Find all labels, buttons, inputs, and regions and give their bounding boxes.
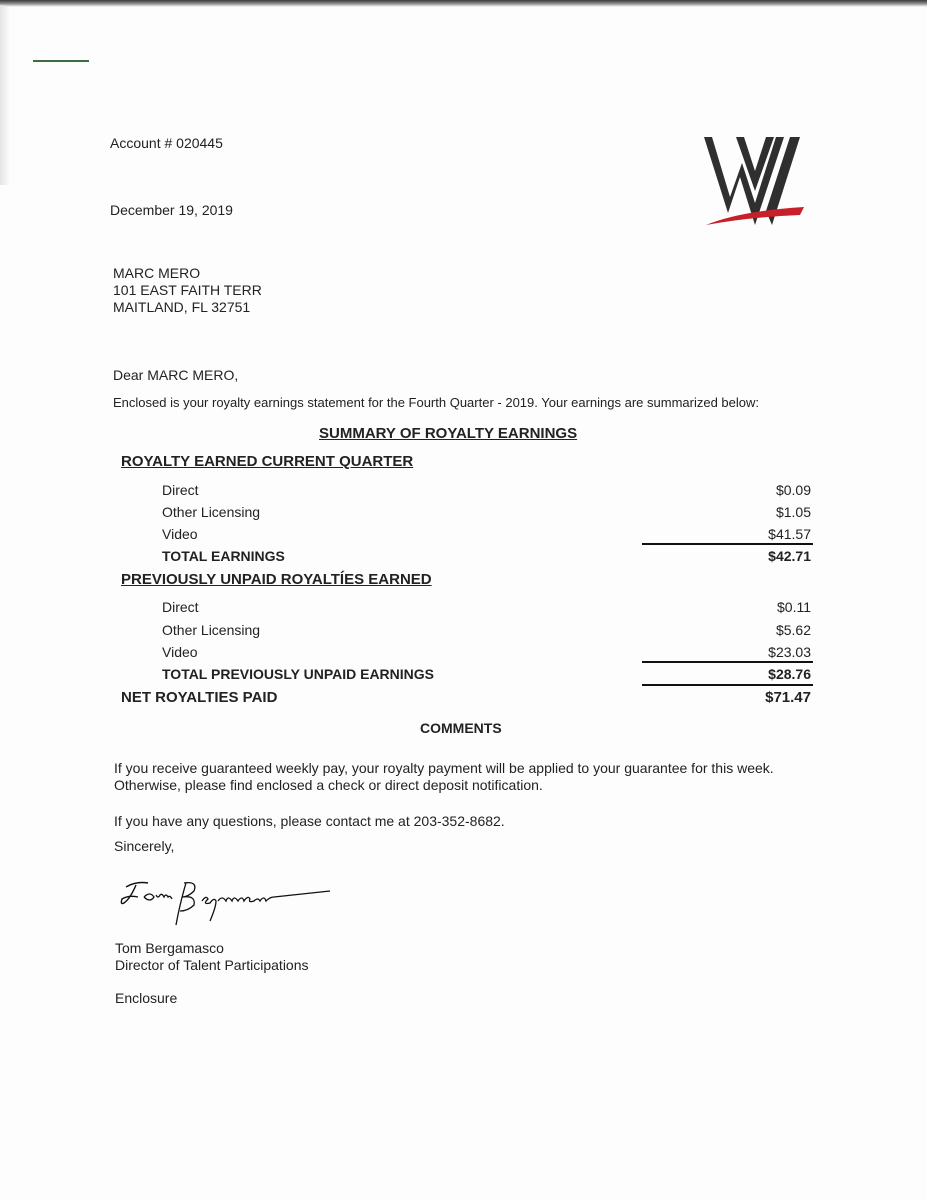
total-earnings-amount: $42.71 <box>768 548 811 564</box>
previous-video-label: Video <box>162 644 198 660</box>
contact-line: If you have any questions, please contact me at 203-352-8682. <box>114 813 505 829</box>
comments-heading: COMMENTS <box>420 720 502 736</box>
salutation: Dear MARC MERO, <box>113 367 239 383</box>
signer-name: Tom Bergamasco <box>115 940 224 956</box>
comments-line-1: If you receive guaranteed weekly pay, your royalty payment will be applied to your guarantee for this week. <box>114 760 774 776</box>
net-royalties-label: NET ROYALTIES PAID <box>121 689 278 706</box>
signature-script <box>118 873 338 933</box>
previous-total-rule <box>642 661 813 663</box>
recipient-street: 101 EAST FAITH TERR <box>113 282 262 298</box>
total-rule <box>642 543 813 545</box>
comments-line-2: Otherwise, please find enclosed a check or direct deposit notification. <box>114 777 543 793</box>
scan-edge-left <box>0 5 10 185</box>
net-royalties-amount: $71.47 <box>765 689 811 706</box>
previous-direct-label: Direct <box>162 599 199 615</box>
previous-total-amount: $28.76 <box>768 666 811 682</box>
previous-licensing-amount: $5.62 <box>775 622 811 638</box>
current-direct-label: Direct <box>162 482 199 498</box>
previous-video-amount: $23.03 <box>768 644 811 660</box>
current-licensing-amount: $1.05 <box>775 504 811 520</box>
current-quarter-heading: ROYALTY EARNED CURRENT QUARTER <box>121 453 414 470</box>
previous-licensing-label: Other Licensing <box>162 622 261 638</box>
letter-date: December 19, 2019 <box>110 202 233 218</box>
previous-unpaid-heading: PREVIOUSLY UNPAID ROYALTÍES EARNED <box>121 571 432 588</box>
enclosure-note: Enclosure <box>115 990 178 1006</box>
wwe-logo-icon <box>700 133 810 233</box>
scan-edge-top <box>0 0 927 7</box>
total-earnings-label: TOTAL EARNINGS <box>162 548 285 564</box>
current-video-label: Video <box>162 526 198 542</box>
recipient-city: MAITLAND, FL 32751 <box>113 299 251 315</box>
previous-total-label: TOTAL PREVIOUSLY UNPAID EARNINGS <box>162 666 435 682</box>
current-licensing-label: Other Licensing <box>162 504 261 520</box>
current-video-amount: $41.57 <box>768 526 811 542</box>
pen-mark <box>33 60 89 62</box>
recipient-name: MARC MERO <box>113 265 201 281</box>
signer-title: Director of Talent Participations <box>115 957 309 973</box>
current-direct-amount: $0.09 <box>775 482 811 498</box>
account-number: Account # 020445 <box>110 135 223 151</box>
intro-text: Enclosed is your royalty earnings statement for the Fourth Quarter - 2019. Your earnings are summarized below: <box>113 395 759 410</box>
closing: Sincerely, <box>114 838 175 854</box>
summary-title: SUMMARY OF ROYALTY EARNINGS <box>319 425 578 442</box>
net-rule <box>642 684 813 686</box>
previous-direct-amount: $0.11 <box>777 599 811 615</box>
